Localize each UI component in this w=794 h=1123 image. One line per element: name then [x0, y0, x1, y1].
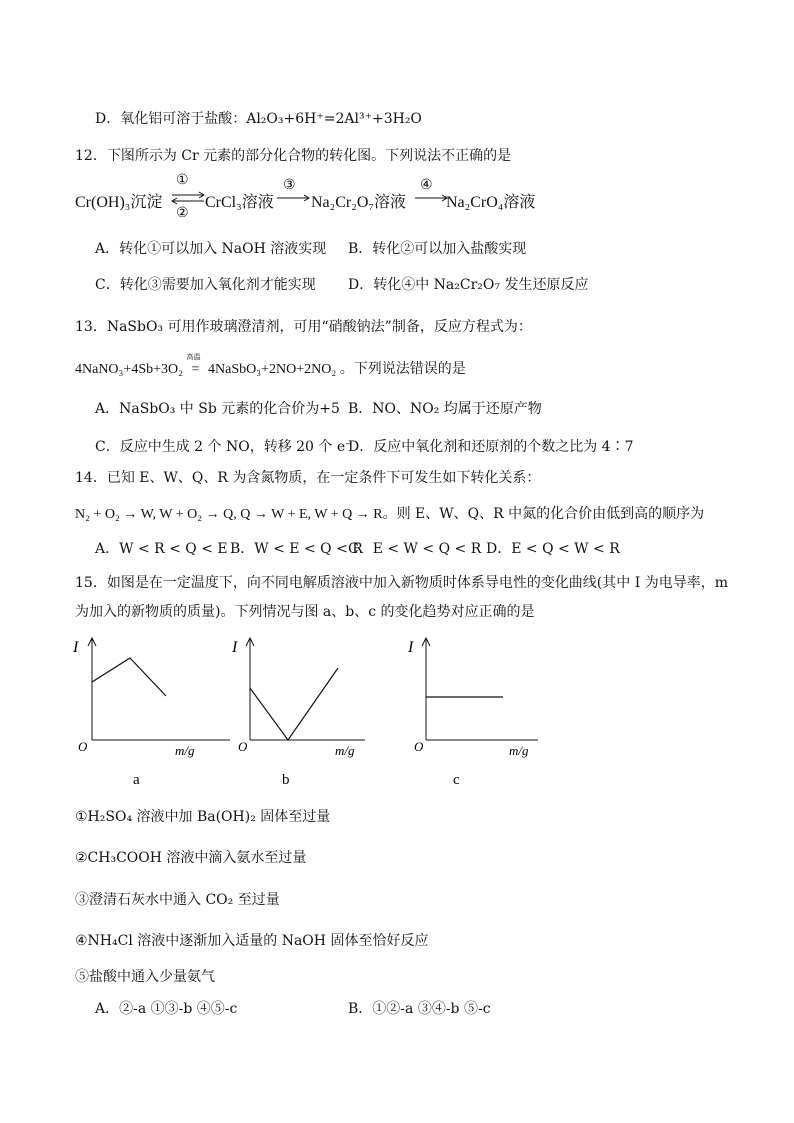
q13-equation [75, 353, 466, 378]
q13-option-c: C．反应中生成 2 个 NO，转移 20 个 e⁻ [95, 439, 353, 455]
q13-stem: 13．NaSbO₃ 可用作玻璃澄清剂，可用“硝酸钠法”制备，反应方程式为： [75, 319, 532, 335]
scheme-na2cro4: Na₂CrO₄溶液 [446, 194, 536, 211]
equation-condition: 高温 [186, 353, 201, 361]
equation-arrow: 高温 = [186, 353, 201, 377]
q15-stem-line-2: 为加入的新物质的质量)。下列情况与图 a、b、c 的变化趋势对应正确的是 [75, 604, 535, 620]
q13-option-a: A．NaSbO₃ 中 Sb 元素的化合价为+5 [95, 401, 340, 417]
scheme-step-1: ① [176, 173, 189, 188]
graph-b-origin: O [238, 739, 248, 754]
q12-conversion-scheme [75, 175, 575, 225]
graph-b-y-label: I [232, 639, 238, 656]
graph-c-caption: c [453, 772, 460, 788]
equation-lhs: 4NaNO₃+4Sb+3O₂ [75, 362, 183, 377]
scheme-cr-oh3: Cr(OH)₃沉淀 [75, 194, 163, 211]
graph-c-origin: O [414, 739, 424, 754]
arrow-3 [275, 193, 311, 203]
q14-option-d: D．E < Q < W < R [486, 541, 620, 557]
equation-tail: 。下列说法错误的是 [339, 361, 466, 377]
graph-c-x-label: m/g [509, 743, 529, 758]
q13-option-b: B．NO、NO₂ 均属于还原产物 [348, 401, 542, 417]
q12-option-c: C．转化③需要加入氧化剂才能实现 [95, 277, 316, 293]
q12-option-d: D．转化④中 Na₂Cr₂O₇ 发生还原反应 [348, 277, 589, 293]
arrow-4 [413, 193, 449, 203]
q11-option-d: D．氧化铝可溶于盐酸：Al₂O₃+6H⁺=2Al³⁺+3H₂O [95, 111, 422, 127]
graph-b [231, 638, 365, 788]
q14-question: 。则 E、W、Q、R 中氮的化合价由低到高的顺序为 [382, 506, 705, 522]
q14-option-b: B．W < E < Q < R [230, 541, 363, 557]
q12-stem: 12．下图所示为 Cr 元素的部分化合物的转化图。下列说法不正确的是 [75, 148, 512, 164]
graph-c [407, 638, 538, 788]
q14-stem: 14．已知 E、W、Q、R 为含氮物质，在一定条件下可发生如下转化关系： [75, 470, 541, 486]
scheme-step-2: ② [176, 206, 189, 221]
scheme-step-4: ④ [420, 178, 433, 193]
q14-option-c: C．E < W < Q < R [348, 541, 482, 557]
reversible-arrows [170, 191, 206, 205]
q15-item-2: ②CH₃COOH 溶液中滴入氨水至过量 [75, 850, 307, 866]
q14-option-a: A．W < R < Q < E [95, 541, 228, 557]
q13-option-d: D．反应中氧化剂和还原剂的个数之比为 4∶7 [348, 439, 634, 455]
scheme-na2cr2o7: Na₂Cr₂O₇溶液 [311, 194, 406, 211]
graph-a-x-label: m/g [175, 743, 195, 758]
q12-option-b: B．转化②可以加入盐酸实现 [348, 241, 527, 257]
graph-a [72, 638, 230, 788]
q15-option-a: A．②-a ①③-b ④⑤-c [95, 1001, 238, 1017]
graph-b-x-label: m/g [335, 743, 355, 758]
q12-option-a: A．转化①可以加入 NaOH 溶液实现 [95, 241, 327, 257]
q15-item-4: ④NH₄Cl 溶液中逐渐加入适量的 NaOH 固体至恰好反应 [75, 933, 429, 949]
graph-b-caption: b [282, 772, 290, 788]
graph-a-y-label: I [73, 639, 79, 656]
q15-item-3: ③澄清石灰水中通入 CO₂ 至过量 [75, 892, 280, 908]
scheme-step-3: ③ [283, 178, 296, 193]
q15-stem-line-1: 15．如图是在一定温度下，向不同电解质溶液中加入新物质时体系导电性的变化曲线(其中 I 为电导率，m [75, 575, 728, 591]
q14-relations [75, 503, 704, 523]
graph-b-curve [250, 668, 338, 740]
graph-a-curve [92, 658, 166, 696]
equation-rhs: 4NaSbO₃+2NO+2NO₂ [208, 362, 337, 377]
q15-conductivity-graphs [60, 630, 580, 795]
scheme-crcl3: CrCl₃溶液 [205, 194, 274, 211]
graph-a-caption: a [133, 772, 140, 788]
q15-item-1: ①H₂SO₄ 溶液中加 Ba(OH)₂ 固体至过量 [75, 809, 331, 825]
q15-option-b: B．①②-a ③④-b ⑤-c [348, 1001, 491, 1017]
q15-item-5: ⑤盐酸中通入少量氨气 [75, 969, 215, 985]
q14-relations-expr: N₂ + O₂ → W, W + O₂ → Q, Q → W + E, W + Q → R [75, 507, 383, 522]
graph-a-origin: O [78, 739, 88, 754]
graph-c-y-label: I [408, 639, 414, 656]
